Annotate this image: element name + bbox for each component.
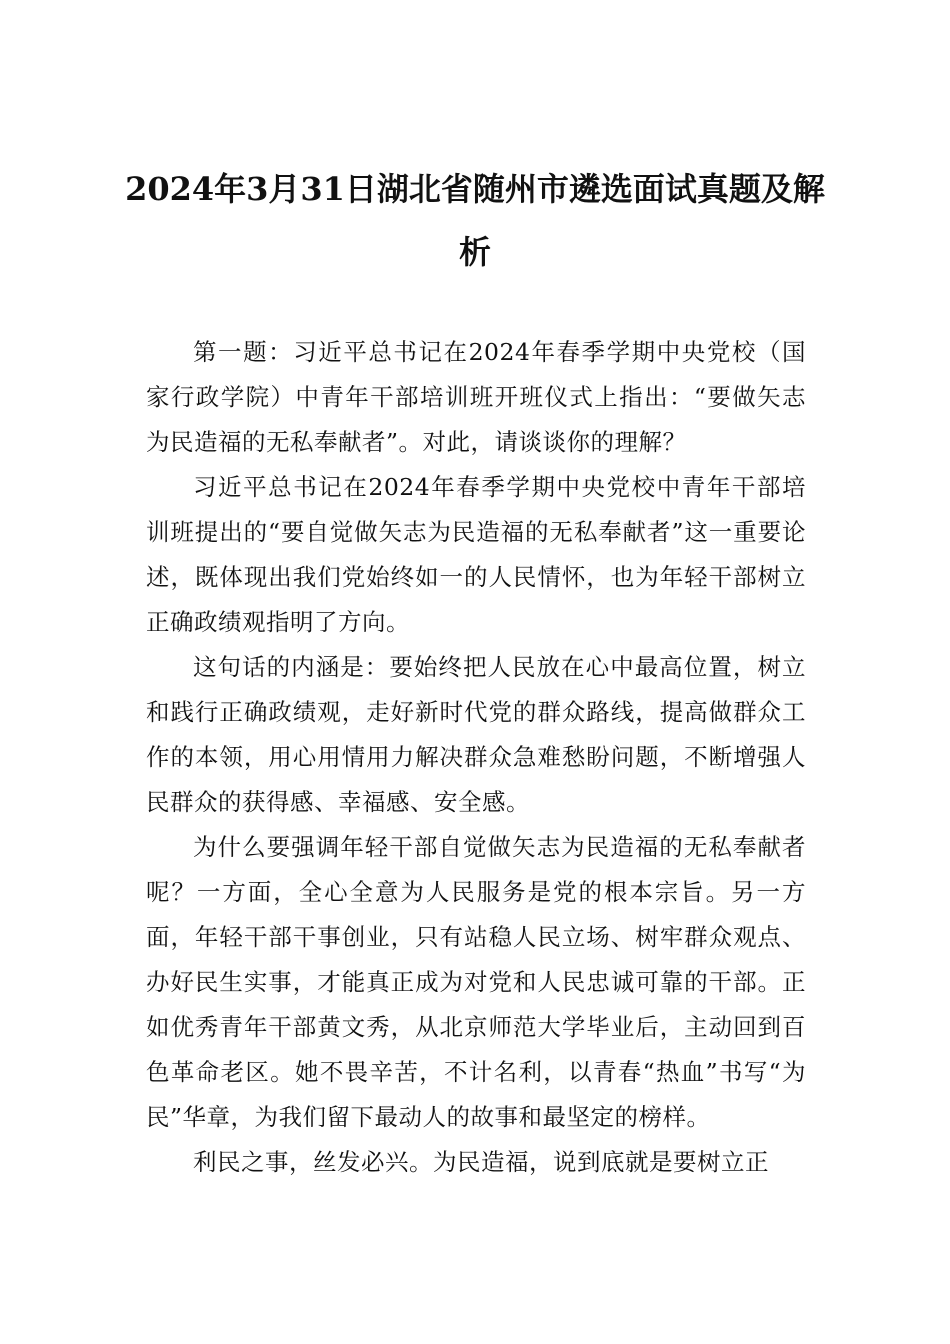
- paragraph-conclusion: 利民之事，丝发必兴。为民造福，说到底就是要树立正: [193, 1148, 769, 1176]
- paragraph-intro: 习近平总书记在2024年春季学期中央党校中青年干部培训班提出的“要自觉做矢志为民造福的无私奉献者”这一重要论述，既体现出我们党始终如一的人民情怀，也为年轻干部树立正确政绩观指明了方向。: [146, 473, 806, 636]
- paragraph-meaning: 这句话的内涵是：要始终把人民放在心中最高位置，树立和践行正确政绩观，走好新时代党的群众路线，提高做群众工作的本领，用心用情用力解决群众急难愁盼问题，不断增强人民群众的获得感、幸福感、安全感。: [146, 653, 806, 816]
- document-body: [146, 330, 806, 1185]
- paragraph-reason: 为什么要强调年轻干部自觉做矢志为民造福的无私奉献者呢？一方面，全心全意为人民服务是党的根本宗旨。另一方面，年轻干部干事创业，只有站稳人民立场、树牢群众观点、办好民生实事，才能真正成为对党和人民忠诚可靠的干部。正如优秀青年干部黄文秀，从北京师范大学毕业后，主动回到百色革命老区。她不畏辛苦，不计名利，以青春“热血”书写“为民”华章，为我们留下最动人的故事和最坚定的榜样。: [146, 833, 806, 1131]
- paragraph-question: 第一题：习近平总书记在2024年春季学期中央党校（国家行政学院）中青年干部培训班开班仪式上指出：“要做矢志为民造福的无私奉献者”。对此，请谈谈你的理解？: [146, 338, 806, 456]
- document-title: 2024年3月31日湖北省随州市遴选面试真题及解析: [125, 170, 825, 271]
